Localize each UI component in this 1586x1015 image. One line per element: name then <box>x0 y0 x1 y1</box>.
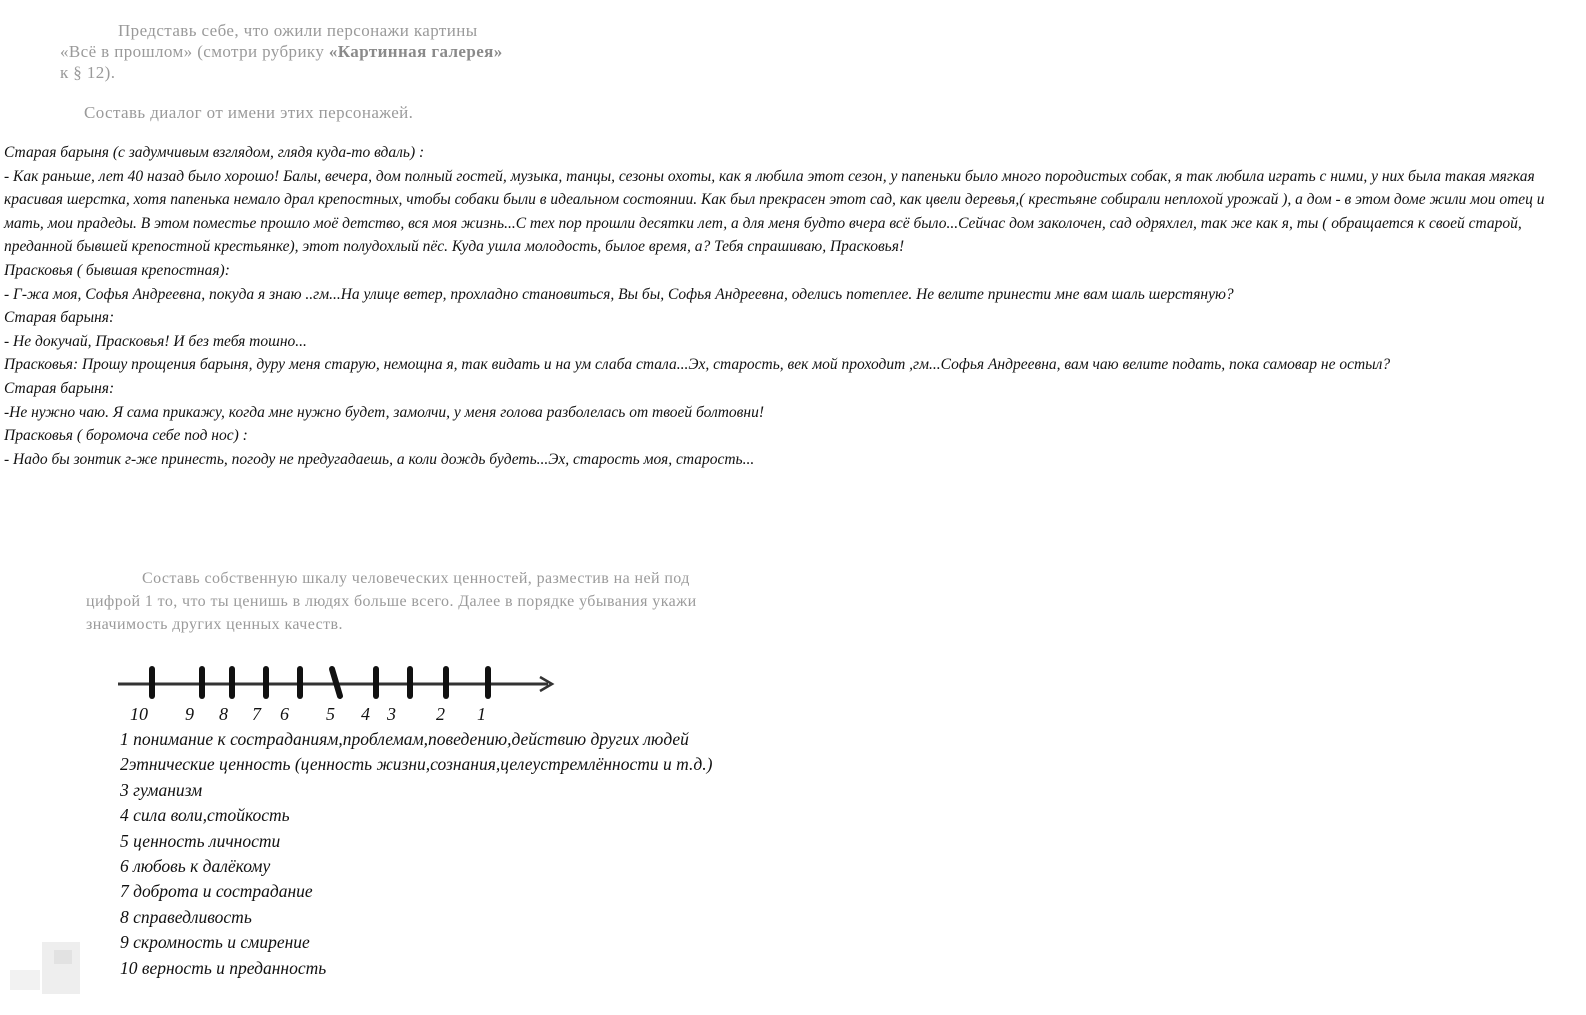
task-1-line-1: Представь себе, что ожили персонажи картины <box>118 21 478 40</box>
scale-label-1: 1 <box>477 704 486 724</box>
dialog-line: - Г-жа моя, Софья Андреевна, покуда я знаю ..гм...На улице ветер, прохладно становиться, Вы бы, Софья Андреевна, оделись потеплее. Не велите принести мне вам шаль шерстяную? <box>4 285 1234 303</box>
scan-artifact <box>42 942 80 994</box>
dialog-line: Прасковья ( боромоча себе под нос) : <box>4 427 248 445</box>
task-1-line-2 <box>60 41 700 62</box>
scale-label-8: 8 <box>219 704 228 724</box>
scan-artifact <box>10 970 40 990</box>
scale-labels <box>130 704 486 724</box>
scan-artifact <box>54 950 72 964</box>
scale-label-10: 10 <box>130 704 148 724</box>
value-item: 8 справедливость <box>120 906 252 927</box>
task-1-line-2-text: «Всё в прошлом» (смотри рубрику <box>60 42 329 61</box>
value-item: 4 сила воли,стойкость <box>120 805 290 826</box>
task-1-instructions <box>60 20 700 83</box>
values-list <box>120 727 880 981</box>
task-1-line-3: к § 12). <box>60 63 116 82</box>
dialog-line: - Надо бы зонтик г-же принесть, погоду не предугадаешь, а коли дождь будеть...Эх, старость моя, старость... <box>4 450 755 468</box>
task-1-subtask: Составь диалог от имени этих персонажей. <box>84 103 414 122</box>
dialog-line: Прасковья: Прошу прощения барыня, дуру меня старую, немощна я, так видать и на ум слаба стала...Эх, старость, век мой проходит ,гм...Софья Андреевна, вам чаю велите подать, пока самовар не остыл? <box>4 356 1391 374</box>
scan-noise <box>2 940 86 1000</box>
scale-label-7: 7 <box>252 704 261 724</box>
dialog-line: - Как раньше, лет 40 назад было хорошо! Балы, вечера, дом полный гостей, музыка, танцы, сезоны охоты, как я любила этот сезон, у папеньки было много породистых собак, я так любила играть с ними, у них была такая мягкая красивая шерстка, хотя папенька немало драл крепостных, чтобы собаки были в идеальном состоянии. Как был прекрасен этот сад, как цвели деревья,( крестьяне собирали неплохой урожай ), а дом - в этом доме жили мои отец и мать, мои прадеды. В этом поместье прошло моё детство, вся моя жизнь...С тех пор прошли десятки лет, а для меня будто вчера всё было...Сейчас дом заколочен, сад одряхлел, так же как я, ты ( обращается к своей старой, преданной бывшей крепостной крестьянке), этот полудохлый пёс. Куда ушла молодость, былое время, а? Тебя спрашиваю, Прасковья! <box>4 167 1545 256</box>
values-scale <box>110 665 570 725</box>
scale-tick-5 <box>332 669 340 696</box>
dialog-line: -Не нужно чаю. Я сама прикажу, когда мне нужно будет, замолчи, у меня голова разболелась от твоей болтовни! <box>4 403 765 421</box>
value-item: 1 понимание к состраданиям,проблемам,поведению,действию других людей <box>120 729 689 749</box>
value-item: 5 ценность личности <box>120 830 281 851</box>
dialog-line: Старая барыня (с задумчивым взглядом, глядя куда-то вдаль) : <box>4 144 425 161</box>
dialog-line: - Не докучай, Прасковья! И без тебя тошно... <box>4 332 307 350</box>
value-item: 2этнические ценность (ценность жизни,сознания,целеустремлённости и т.д.) <box>120 754 713 775</box>
dialog-line: Старая барыня: <box>4 309 115 327</box>
scale-label-2: 2 <box>436 704 445 724</box>
value-item: 9 скромность и смирение <box>120 932 310 953</box>
task-2-instructions: Составь собственную шкалу человеческих ценностей, разместив на ней под цифрой 1 то, что ты ценишь в людях больше всего. Далее в порядке убывания укажи значимость других ценных качеств. <box>86 570 697 633</box>
scale-label-3: 3 <box>387 704 396 724</box>
value-item: 10 верность и преданность <box>120 957 327 978</box>
gallery-rubric-title: «Картинная галерея» <box>328 42 503 61</box>
scale-label-6: 6 <box>280 704 289 724</box>
value-item: 3 гуманизм <box>120 779 203 800</box>
dialog-line: Прасковья ( бывшая крепостная): <box>4 261 230 279</box>
scale-label-5: 5 <box>326 704 335 724</box>
value-item: 6 любовь к далёкому <box>120 856 271 877</box>
value-item: 7 доброта и сострадание <box>120 881 313 902</box>
dialog-text <box>4 141 1579 471</box>
scale-label-4: 4 <box>361 704 370 724</box>
dialog-line: Старая барыня: <box>4 379 115 397</box>
scale-label-9: 9 <box>185 704 194 724</box>
